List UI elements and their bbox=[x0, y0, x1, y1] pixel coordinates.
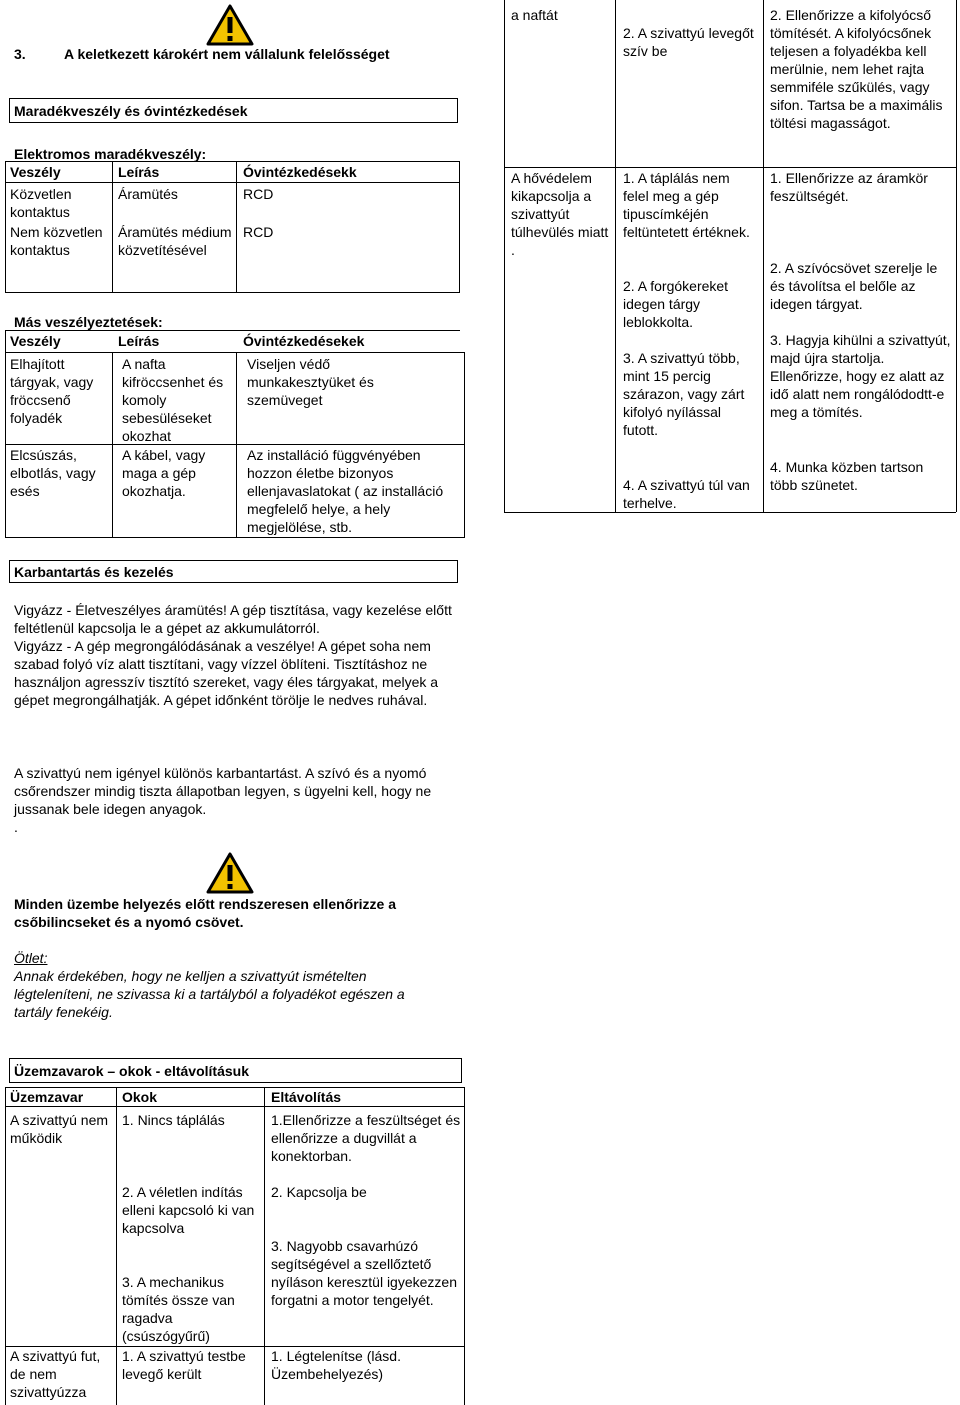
col-header-description: Leírás bbox=[118, 333, 160, 349]
table-cell-description: A kábel, vagy maga a gép okozhatja. bbox=[122, 447, 206, 499]
col-header-fault: Üzemzavar bbox=[10, 1089, 84, 1105]
col-header-description: Leírás bbox=[118, 164, 160, 180]
table-cell-description: Áramütés bbox=[118, 186, 178, 202]
faults-title: Üzemzavarok – okok - eltávolításuk bbox=[14, 1063, 249, 1079]
table-cell-fault: A hővédelem kikapcsolja a szivattyút túlhevülés miatt . bbox=[511, 170, 609, 258]
electric-risk-title: Elektromos maradékveszély: bbox=[14, 146, 207, 162]
table-cell-remedy: 3. Nagyobb csavarhúzó segítségével a szellőztető nyíláson keresztül igyekezzen forgatni a motor tengelyét. bbox=[271, 1238, 457, 1308]
warning-triangle-icon bbox=[206, 4, 254, 50]
residual-risk-box bbox=[9, 98, 458, 123]
section-title: A keletkezett károkért nem vállalunk felelősséget bbox=[64, 46, 390, 62]
col-header-causes: Okok bbox=[122, 1089, 158, 1105]
table-cell-remedy: 2. Kapcsolja be bbox=[271, 1184, 367, 1200]
residual-risk-title: Maradékveszély és óvintézkedések bbox=[14, 103, 248, 119]
table-cell-cause: 4. A szivattyú túl van terhelve. bbox=[623, 477, 750, 511]
maintenance-title: Karbantartás és kezelés bbox=[14, 564, 174, 580]
table-cell-measure: RCD bbox=[243, 224, 274, 240]
table-cell-description: Áramütés médium közvetítésével bbox=[118, 224, 232, 258]
table-cell-remedy: 2. Ellenőrizze a kifolyócső tömítését. A kifolyócsőnek teljesen a folyadékba kell merülnie, nem lehet rajta semmiféle szűkülés, vagy sifon. Tartsa be a maximális töltési magasságot. bbox=[770, 7, 943, 131]
tip-text: Annak érdekében, hogy ne kelljen a szivattyút ismételten légteleníteni, ne szivassa ki a tartályból a folyadékot egészen a tartály fenekéig. bbox=[14, 968, 405, 1020]
other-risk-title: Más veszélyeztetések: bbox=[14, 314, 163, 330]
table-cell-remedy: 3. Hagyja kihülni a szivattyút, majd újra startolja. Ellenőrizze, hogy ez alatt az idő alatt nem rongálódodtt-e meg a tömítés. bbox=[770, 332, 951, 420]
table-cell-remedy: 2. A szívócsövet szerelje le és távolítsa el belőle az idegen tárgyat. bbox=[770, 260, 938, 312]
warning-triangle-icon bbox=[206, 852, 254, 898]
table-cell-hazard: Közvetlen kontaktus bbox=[10, 186, 72, 220]
table-cell-measure: Az installáció függvényében hozzon életbe bizonyos ellenjavaslatokat ( az installáció megfelelő helye, a hely megjelölése, stb. bbox=[247, 447, 444, 535]
table-cell-hazard: Elhajított tárgyak, vagy fröccsenő folyadék bbox=[10, 356, 94, 426]
table-cell-remedy: 1. Ellenőrizze az áramkör feszültségét. bbox=[770, 170, 928, 204]
table-cell-cause: 3. A mechanikus tömítés össze van ragadva (csúszógyűrű) bbox=[122, 1274, 235, 1344]
table-cell-fault: A szivattyú nem működik bbox=[10, 1112, 109, 1146]
table-cell-hazard: Elcsúszás, elbotlás, vagy esés bbox=[10, 447, 96, 499]
table-cell-measure: Viseljen védő munkakesztyüket és szemüveget bbox=[247, 356, 374, 408]
table-cell-remedy: 1.Ellenőrizze a feszültséget és ellenőrizze a dugvillát a konektorban. bbox=[271, 1112, 461, 1164]
table-cell-cause: 2. A forgókereket idegen tárgy leblokkolta. bbox=[623, 278, 729, 330]
table-cell-cause: 1. A táplálás nem felel meg a gép tipuscímkéjén feltüntetett értéknek. bbox=[623, 170, 750, 240]
tip-label: Ötlet: bbox=[14, 950, 48, 966]
col-header-hazard: Veszély bbox=[10, 333, 61, 349]
maintenance-paragraph: Vigyázz - Életveszélyes áramütés! A gép tisztítása, vagy kezelése előtt feltétlenül kapcsolja le a gépet az akkumulátorról. Vigyázz - A gép megrongálódásának a veszélye! A gépet soha nem szabad folyó víz alatt tisztítani, vagy vízzel öblíteni. Tisztításhoz ne használjon agresszív tisztító szereket, vagy éles tárgyakat, melyek a gépet megrongálhatják. A gépet időnként törölje le nedves ruhával. bbox=[14, 602, 452, 708]
bold-note: Minden üzembe helyezés előtt rendszeresen ellenőrizze a csőbilincseket és a nyomó csövet. bbox=[14, 896, 397, 930]
table-cell-description: A nafta kifröccsenhet és komoly sebesüléseket okozhat bbox=[122, 356, 224, 444]
maintenance-box bbox=[9, 560, 458, 583]
table-cell-fault: A szivattyú fut, de nem szivattyúzza bbox=[10, 1348, 101, 1400]
table-cell-remedy: 1. Légtelenítse (lásd. Üzembehelyezés) bbox=[271, 1348, 401, 1382]
table-cell-cause: 2. A szivattyú levegőt szív be bbox=[623, 25, 754, 59]
table-cell-cause: 1. A szivattyú testbe levegő került bbox=[122, 1348, 246, 1382]
section-number: 3. bbox=[14, 46, 26, 62]
table-cell-measure: RCD bbox=[243, 186, 274, 202]
table-cell-cause: 2. A véletlen indítás elleni kapcsoló ki van kapcsolva bbox=[122, 1184, 255, 1236]
table-cell-cause: 3. A szivattyú több, mint 15 percig szárazon, vagy zárt kifolyó nyílással futott. bbox=[623, 350, 745, 438]
col-header-measures: Óvintézkedésekk bbox=[243, 164, 357, 180]
table-cell-hazard: Nem közvetlen kontaktus bbox=[10, 224, 103, 258]
faults-box bbox=[9, 1058, 462, 1083]
maintenance-paragraph: A szivattyú nem igényel különös karbantartást. A szívó és a nyomó csőrendszer mindig tiszta állapotban legyen, s ügyelni kell, hogy ne jussanak bele idegen anyagok. . bbox=[14, 765, 432, 835]
table-cell-remedy: 4. Munka közben tartson több szünetet. bbox=[770, 459, 924, 493]
col-header-remedy: Eltávolítás bbox=[271, 1089, 342, 1105]
col-header-measures: Óvintézkedésekek bbox=[243, 333, 365, 349]
col-header-hazard: Veszély bbox=[10, 164, 61, 180]
table-cell-cause: 1. Nincs táplálás bbox=[122, 1112, 225, 1128]
table-cell-fault: a naftát bbox=[511, 7, 558, 23]
